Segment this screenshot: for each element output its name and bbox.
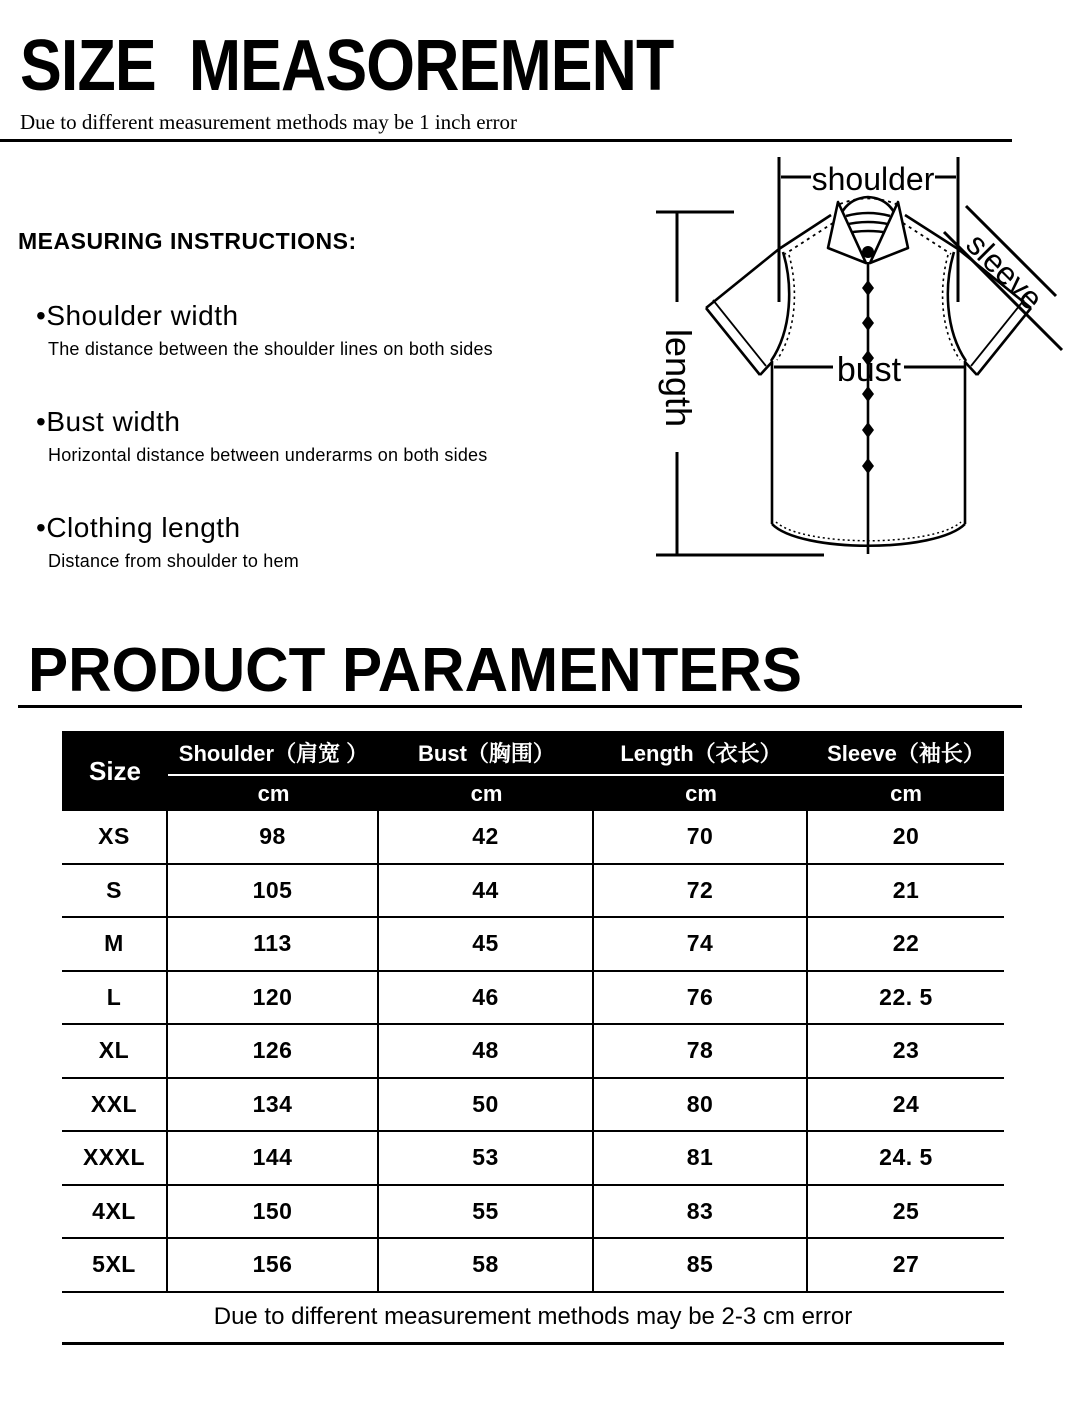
shoulder-cell: 98 [168, 811, 379, 863]
size-cell: S [62, 865, 168, 917]
col-header-size: Size [88, 755, 142, 786]
col-header-sleeve: Sleeve（袖长） [827, 741, 985, 766]
unit-length: cm [685, 780, 717, 806]
length-dimension-label: length [658, 328, 699, 428]
page-subtitle: Due to different measurement methods may be 1 inch error [20, 110, 518, 134]
sleeve-cell: 22. 5 [879, 983, 933, 1010]
instruction-item-shoulder [36, 300, 493, 360]
length-cell: 80 [594, 1079, 808, 1131]
size-table [62, 731, 1004, 1345]
page-title: SIZE MEASOREMENT [20, 26, 674, 106]
size-cell: XXL [62, 1079, 168, 1131]
shoulder-cell: 156 [168, 1239, 379, 1291]
table-footnote: Due to different measurement methods may be 2-3 cm error [62, 1293, 1004, 1345]
instruction-item-bust [36, 406, 487, 466]
shoulder-cell: 120 [168, 972, 379, 1024]
sleeve-cell: 22 [892, 930, 920, 957]
shoulder-cell: 134 [168, 1079, 379, 1131]
length-cell: 72 [594, 865, 808, 917]
bust-cell: 44 [379, 865, 594, 917]
bust-cell: 45 [379, 918, 594, 970]
col-header-length: Length（衣长） [620, 741, 782, 766]
shirt-measurement-diagram [636, 148, 1072, 578]
bust-cell: 42 [379, 811, 594, 863]
length-cell: 70 [594, 811, 808, 863]
table-section-title: PRODUCT PARAMENTERS [28, 636, 803, 705]
table-row [62, 1186, 1004, 1240]
sleeve-cell: 25 [892, 1197, 920, 1224]
sleeve-cell: 27 [892, 1251, 920, 1278]
size-cell: 5XL [62, 1239, 168, 1291]
instruction-term [36, 300, 493, 332]
table-row [62, 865, 1004, 919]
shoulder-cell: 113 [168, 918, 379, 970]
sleeve-cell: 21 [892, 876, 920, 903]
size-cell: 4XL [62, 1186, 168, 1238]
table-row [62, 1239, 1004, 1293]
table-row [62, 1025, 1004, 1079]
length-cell: 76 [594, 972, 808, 1024]
size-cell: L [62, 972, 168, 1024]
bust-cell: 53 [379, 1132, 594, 1184]
table-body [62, 811, 1004, 1293]
size-cell: M [62, 918, 168, 970]
size-cell: XL [62, 1025, 168, 1077]
length-cell: 81 [594, 1132, 808, 1184]
sleeve-cell: 24 [892, 1090, 920, 1117]
bust-cell: 48 [379, 1025, 594, 1077]
table-header-units-row [168, 776, 1004, 811]
instruction-term-text: Clothing length [46, 512, 241, 543]
table-header [62, 731, 1004, 811]
instruction-desc: Horizontal distance between underarms on both sides [48, 445, 488, 465]
mid-divider [18, 705, 1022, 708]
length-cell: 85 [594, 1239, 808, 1291]
unit-shoulder: cm [257, 780, 290, 806]
sleeve-cell: 23 [892, 1037, 920, 1064]
length-cell: 83 [594, 1186, 808, 1238]
bust-dimension-label: bust [836, 351, 902, 389]
table-row [62, 1079, 1004, 1133]
unit-bust: cm [470, 780, 503, 806]
instruction-desc: The distance between the shoulder lines on both sides [48, 339, 493, 359]
top-divider [0, 139, 1012, 142]
unit-sleeve: cm [890, 780, 922, 806]
shoulder-cell: 105 [168, 865, 379, 917]
table-row [62, 811, 1004, 865]
bust-cell: 55 [379, 1186, 594, 1238]
shoulder-dimension-label: shoulder [811, 161, 935, 197]
table-row [62, 1132, 1004, 1186]
table-header-measures [168, 731, 1004, 811]
bust-cell: 58 [379, 1239, 594, 1291]
sleeve-cell: 24. 5 [879, 1144, 933, 1171]
size-cell: XXXL [62, 1132, 168, 1184]
sleeve-cell: 20 [892, 823, 920, 850]
instruction-term [36, 512, 299, 544]
instructions-heading: MEASURING INSTRUCTIONS: [18, 228, 357, 254]
instruction-desc: Distance from shoulder to hem [48, 551, 299, 571]
length-cell: 74 [594, 918, 808, 970]
bullet-glyph: • [36, 406, 47, 437]
shoulder-cell: 126 [168, 1025, 379, 1077]
instruction-term-text: Bust width [46, 406, 181, 437]
shoulder-cell: 150 [168, 1186, 379, 1238]
instruction-term [36, 406, 487, 438]
bust-cell: 46 [379, 972, 594, 1024]
bullet-glyph: • [36, 300, 47, 331]
size-cell: XS [62, 811, 168, 863]
bullet-glyph: • [36, 512, 47, 543]
table-row [62, 972, 1004, 1026]
instruction-item-length [36, 512, 299, 572]
shoulder-cell: 144 [168, 1132, 379, 1184]
sleeve-dimension-label: sleeve [959, 225, 1051, 317]
table-header-labels-row [168, 731, 1004, 776]
col-header-shoulder: Shoulder（肩宽 ） [178, 741, 369, 766]
instruction-term-text: Shoulder width [46, 300, 239, 331]
table-row [62, 918, 1004, 972]
col-header-bust: Bust（胸围） [418, 741, 555, 766]
bust-cell: 50 [379, 1079, 594, 1131]
length-cell: 78 [594, 1025, 808, 1077]
